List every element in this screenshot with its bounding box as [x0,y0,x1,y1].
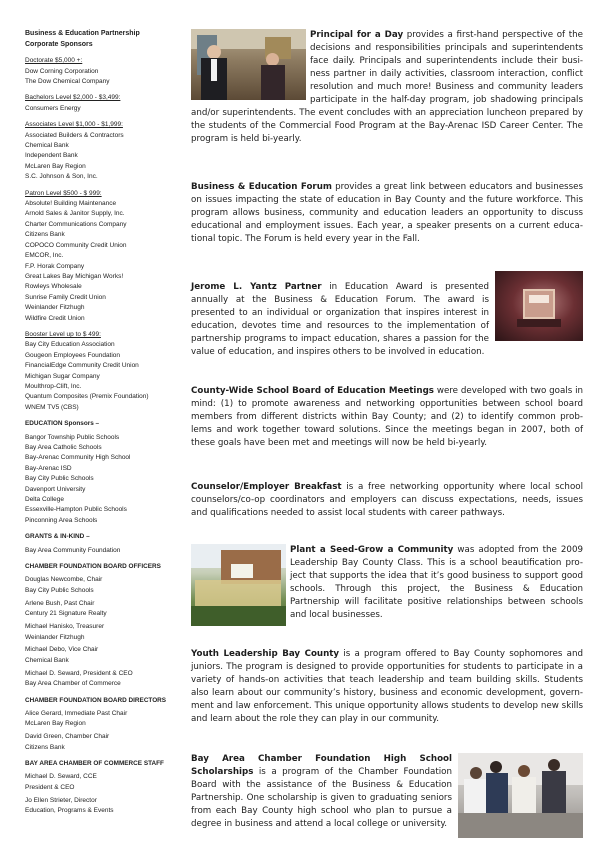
line: by the students of the Commercial Food Program at the Bay-Arenac ISD Career Center. [191,107,584,131]
line: The program is held bi-yearly. [191,120,583,144]
director-entry [25,709,183,730]
sidebar-title-line1: Business & Education Partnership [25,30,140,37]
officer-name: Douglas Newcombe, Chair [25,576,103,584]
sponsor-name: The Dow Chemical Company [25,78,110,85]
board-directors [25,696,183,754]
school-board-meetings-section [191,385,583,450]
program-title: Business & Education Forum [191,182,332,192]
doctorate-level [25,56,183,87]
breakfast-paragraph [191,481,583,520]
sponsor-name: Delta College [25,496,65,504]
sponsor-name: EMCOR, Inc. [25,252,64,260]
sponsor-name: Arnold Sales & Janitor Supply, Inc. [25,210,125,218]
sponsor-name: Essexville-Hampton Public Schools [25,506,127,514]
line: and local businesses. [290,609,383,620]
line: these goals have been met and meetings will now be held bi-yearly. [191,437,487,448]
line: scholarship is given to graduating seniors from each Bay [191,792,453,816]
level-heading: Associates Level $1,000 - $1,999: [25,121,123,129]
sponsor-name: Rowleys Wholesale [25,283,82,291]
sponsor-sidebar [25,29,183,819]
director-entry [25,732,183,753]
sponsor-name: FinancialEdge Community Credit Union [25,362,139,370]
line: devotes time and resources to the implementation of partnership [191,320,490,344]
sponsor-name: Absolute! Building Maintenance [25,200,117,208]
line: ness partner in daily activities, classroom interaction, conflict [310,68,583,79]
patron-level [25,189,183,324]
section-heading: GRANTS & IN-KIND – [25,533,90,541]
officer-entry [25,622,183,643]
line: provides a great link between educators and businesses [331,182,583,192]
grants-in-kind [25,532,183,556]
program-title: Jerome L. Yantz Partner [191,282,322,292]
line: counselors/co-op coordinators and employers can discuss expectations, needs, issues [191,494,583,505]
line: juniors. The program is designed to provide opportunities for students to participate in [191,661,575,672]
principal-for-a-day-section [191,29,583,146]
section-heading: CHAMBER FOUNDATION BOARD OFFICERS [25,563,161,571]
award-photo [495,271,583,341]
line: at the Business & Education Forum. The award is presented to an [191,294,489,318]
program-title: Plant a Seed-Grow a Community [290,545,454,555]
sponsor-name: WNEM TV5 (CBS) [25,403,79,411]
director-org: Citizens Bank [25,743,65,751]
officer-entry [25,575,183,596]
booster-level [25,330,183,413]
officer-org: Chemical Bank [25,656,69,664]
sponsor-name: Bay-Arenac Community High School [25,454,131,462]
sidebar-title [25,29,183,50]
line: were developed with two goals in [433,386,584,396]
sponsor-name: Citizens Bank [25,231,65,239]
director-name: Alice Gerard, Immediate Past Chair [25,709,128,717]
students-photo [458,753,583,838]
line: programs to impact education, shares a passion for the value of [191,333,490,357]
sponsor-name: Great Lakes Bay Michigan Works! [25,272,124,280]
officer-entry [25,669,183,690]
line: a variety of hands-on activities that teach leadership and team building skills. Students [191,661,583,685]
program-title: Youth Leadership Bay County [191,649,340,659]
staff-title: President & CEO [25,783,75,791]
line: face daily. Principals and superintendents include their busi- [310,55,583,66]
line: good schools. Through this project, the Business & Education [290,570,583,594]
staff-entry [25,796,183,817]
sponsor-name: Sunrise Family Credit Union [25,293,106,301]
line: a program of the Chamber Foundation Board with the [191,766,453,790]
director-name: David Green, Chamber Chair [25,733,110,741]
sponsor-name: Quantum Composites (Premix Foundation) [25,393,149,401]
line: ject that supports the idea that it’s good business to support [290,570,559,581]
sponsor-name: COPOCO Community Credit Union [25,241,127,249]
program-title: Bay Area Chamber Foundation High School Scholarships [191,754,452,777]
sponsor-name: Chemical Bank [25,142,69,150]
school-board-paragraph [191,385,583,450]
line: education, and inspires others to be involved in education. [228,346,485,357]
director-org: McLaren Bay Region [25,720,86,728]
seed-photo [191,544,286,626]
sponsor-name: F.P. Horak Company [25,262,85,270]
officer-name: Michael Hanisko, Treasurer [25,623,105,631]
sponsor-name: Charter Communications Company [25,220,127,228]
line: assistance of the Business & Education Partnership. One [191,779,452,803]
line: ment and law enforcement. This unique opportunity allows students to develop new [191,700,559,711]
sponsor-name: Bay Area Catholic Schools [25,444,102,451]
line: educational and employment issues. Each year, a speaker presents on a current educa- [191,220,583,231]
sponsor-name: S.C. Johnson & Son, Inc. [25,173,98,181]
sponsor-name: Michigan Sugar Company [25,372,100,380]
sponsor-name: Associated Builders & Contractors [25,131,124,139]
line: and attend a local college or university. [275,818,448,829]
line: is [253,766,266,777]
forum-paragraph [191,181,583,246]
sponsor-name: Gougeon Employees Foundation [25,351,121,359]
program-title: County-Wide School Board of Education Meetings [191,386,434,396]
staff-name: Jo Ellen Strieter, Director [25,796,97,804]
program-title: Principal for a Day [310,30,404,40]
line: lems and work together toward solutions. Since the meetings began in 2007, both of [191,424,583,435]
line: Partnership will facilitate positive relationships between schools [290,596,583,607]
line: on issues impacting the state of education in Bay County and the future workforce. This [191,194,583,205]
sponsor-name: Pinconning Area Schools [25,516,98,524]
principal-photo [191,29,306,100]
sponsor-name: Bay-Arenac ISD [25,464,72,472]
officer-name: Michael D. Seward, President & CEO [25,669,133,677]
counselor-breakfast-section [191,481,583,520]
line: also learn about our community’s history, business and economic development, govern- [191,687,583,698]
sponsor-name: Wildfire Credit Union [25,314,85,322]
line: in Education Award is presented annually [191,282,489,305]
officer-name: Michael Debo, Vice Chair [25,646,99,654]
youth-leadership-section [191,648,583,726]
line: was adopted from the 2009 [453,545,584,555]
sponsor-name: Consumers Energy [25,104,81,112]
sponsor-name: Bay City Public Schools [25,475,94,483]
sponsor-name: Bay City Education Association [25,341,115,349]
officer-org: Weinlander Fitzhugh [25,633,85,641]
sponsor-name: Weinlander Fitzhugh [25,304,85,312]
level-heading: Doctorate $5,000 +: [25,57,83,65]
sponsor-name: Moulthrop-Clift, Inc. [25,382,82,390]
line: members from different districts within Bay County; and (2) to identify common prob- [191,411,583,422]
officer-name: Arlene Bush, Past Chair [25,599,95,607]
sponsor-name: Davenport University [25,485,86,493]
section-heading: BAY AREA CHAMBER OF COMMERCE STAFF [25,760,164,768]
line: and/or superintendents. The event concludes with an appreciation luncheon prepared [191,107,570,118]
level-heading: Patron Level $500 - $ 999: [25,189,102,197]
youth-paragraph [191,648,583,726]
officer-org: Bay Area Chamber of Commerce [25,680,121,688]
officer-org: Century 21 Signature Realty [25,610,107,618]
education-sponsors [25,419,183,526]
level-heading: Bachelors Level $2,000 - $3,499: [25,94,121,102]
section-heading: EDUCATION Sponsors – [25,420,100,428]
line: and qualifications needed to assist local students with career pathways. [191,507,505,518]
line: County high school who plan to pursue a degree in business [191,805,452,829]
sponsor-name: McLaren Bay Region [25,162,86,170]
sponsor-name: Bay Area Community Foundation [25,546,121,554]
line: Leadership Bay County Class. This is a school beautification pro- [290,557,583,568]
staff-name: Michael D. Seward, CCE [25,773,97,781]
line: provides a first-hand perspective of the [403,30,583,40]
yantz-award-section [191,281,583,359]
officer-org: Bay City Public Schools [25,586,94,594]
section-heading: CHAMBER FOUNDATION BOARD DIRECTORS [25,696,167,704]
program-title: Counselor/Employer Breakfast [191,482,342,492]
chamber-staff [25,759,183,817]
staff-title: Education, Programs & Events [25,807,114,815]
officer-entry [25,599,183,620]
line: decisions and responsibilities principals and superintendents [310,42,583,53]
line: program allows business, community and education leaders an opportunity to discuss [191,207,583,218]
line: participate in the half-day program, job shadowing principals [310,94,583,105]
board-officers [25,562,183,689]
line: resolution and much more! Business and community leaders [310,81,583,92]
bachelors-level [25,93,183,114]
forum-section [191,181,583,246]
level-heading: Booster Level up to $ 499: [25,330,101,338]
line: tional topic. The Forum is held every year in the Fall. [191,233,420,244]
sponsor-name: Independent Bank [25,152,78,160]
sponsor-name: Dow Corning Corporation [25,67,99,75]
associates-level [25,120,183,182]
line: skills and learn about the role they can play in our community. [191,700,583,724]
line: is a free networking opportunity where local school [341,482,583,492]
line: mind: (1) to promote awareness and networking opportunities between school board [191,398,583,409]
plant-a-seed-section [191,544,583,626]
scholarships-section [191,753,583,838]
sidebar-title-line2: Corporate Sponsors [25,40,93,48]
officer-entry [25,645,183,666]
line: is a program offered to Bay County sophomores and [339,649,583,659]
line: individual or organization that inspires interest in education, [191,307,489,331]
staff-entry [25,772,183,793]
sponsor-name: Bangor Township Public Schools [25,433,120,441]
